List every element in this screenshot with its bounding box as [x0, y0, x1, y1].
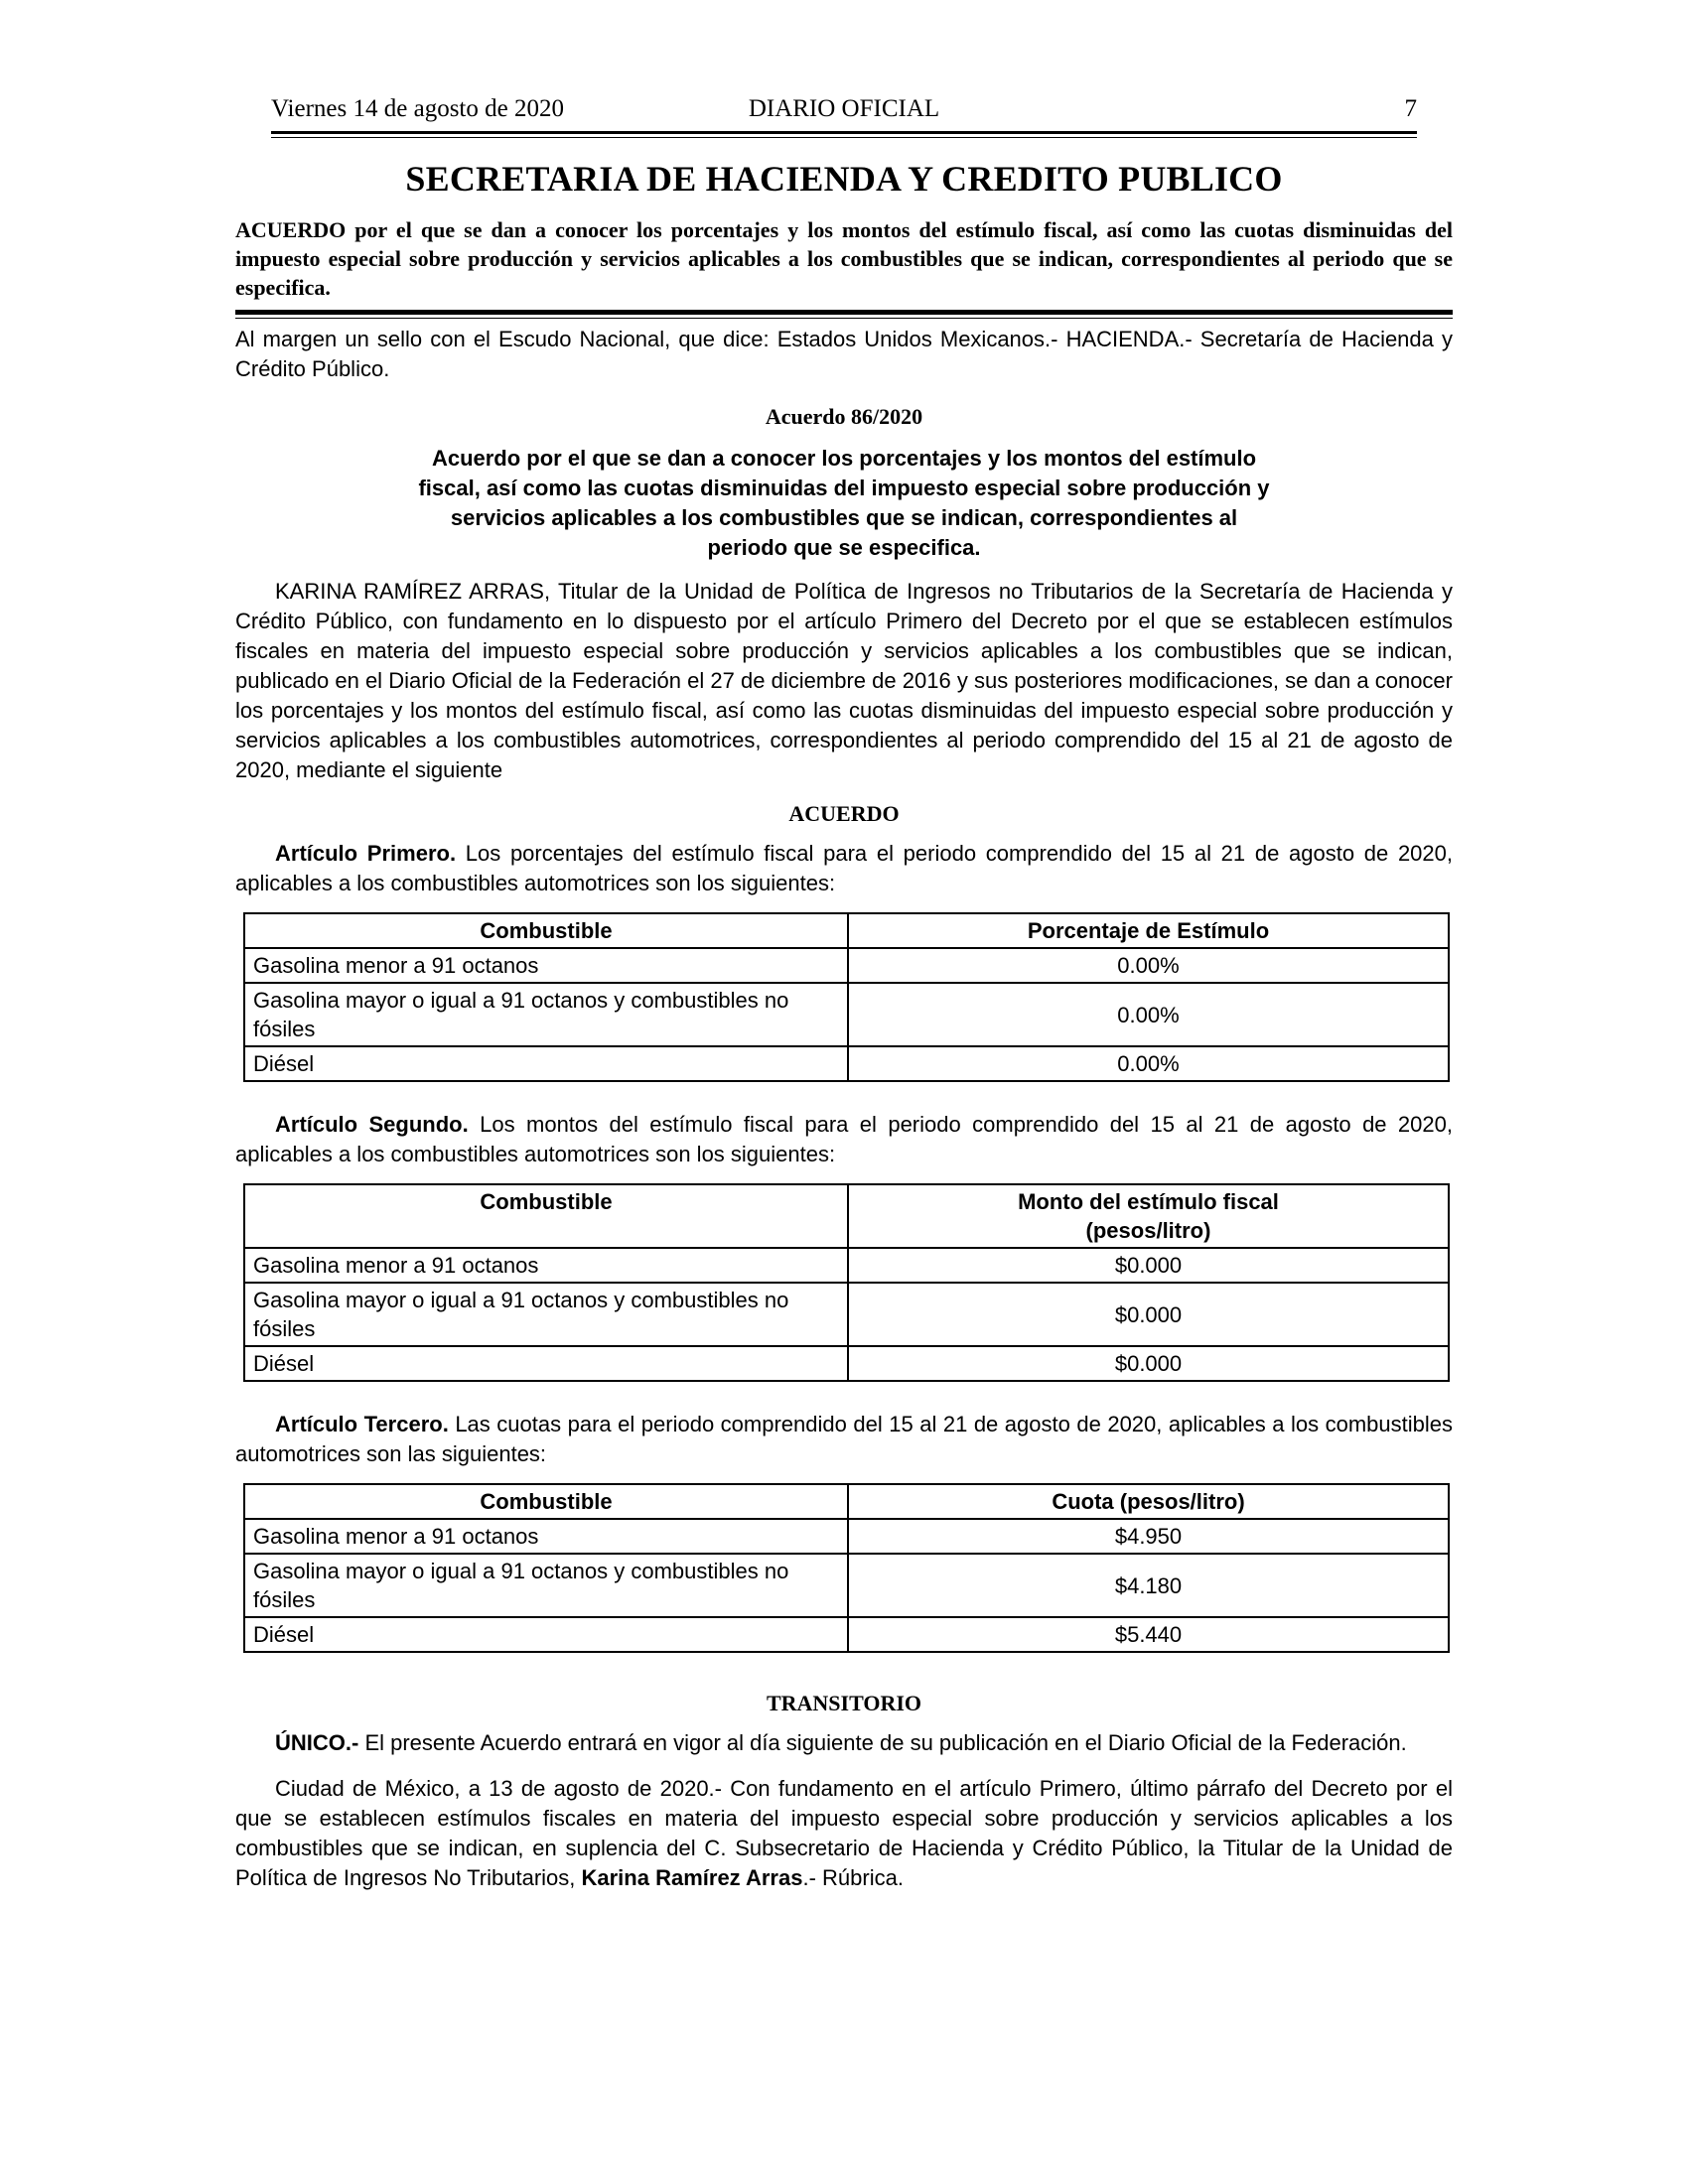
value-cell: $0.000 — [848, 1283, 1449, 1346]
articulo-primero-paragraph — [235, 839, 1453, 898]
articulo-segundo-text: Los montos del estímulo fiscal para el periodo comprendido del 15 al 21 de agosto de 2020, aplicables a los combustibles automotrices son los siguientes: — [235, 1112, 1453, 1166]
table-header-row — [244, 913, 1449, 948]
value-cell: $5.440 — [848, 1617, 1449, 1652]
closing-suffix: .- Rúbrica. — [802, 1865, 904, 1890]
column-header: Combustible — [244, 1184, 848, 1248]
value-cell: 0.00% — [848, 1046, 1449, 1081]
articulo-segundo-label: Artículo Segundo. — [275, 1112, 469, 1137]
fuel-cell: Gasolina mayor o igual a 91 octanos y combustibles no fósiles — [244, 983, 848, 1046]
header-publication: DIARIO OFICIAL — [748, 95, 940, 122]
document-page — [235, 91, 1453, 1893]
column-header: Combustible — [244, 1484, 848, 1519]
articulo-primero-label: Artículo Primero. — [275, 841, 457, 866]
fuel-cell: Diésel — [244, 1346, 848, 1381]
acuerdo-title: Acuerdo por el que se dan a conocer los porcentajes y los montos del estímulo fiscal, así como las cuotas disminuidas del impuesto especial sobre producción y servicios aplicables a los combustibles que se indican, correspondientes al periodo que se especifica. — [418, 446, 1270, 560]
table-header-row — [244, 1484, 1449, 1519]
summary-divider-thin — [235, 318, 1453, 319]
articulo-tercero-text: Las cuotas para el periodo comprendido del 15 al 21 de agosto de 2020, aplicables a los combustibles automotrices son las siguientes: — [235, 1412, 1453, 1466]
table-row — [244, 948, 1449, 983]
value-cell: 0.00% — [848, 983, 1449, 1046]
value-cell: $0.000 — [848, 1346, 1449, 1381]
header-page-number: 7 — [1404, 95, 1417, 122]
table-header-row — [244, 1184, 1449, 1248]
table-row — [244, 1617, 1449, 1652]
acuerdo-heading: ACUERDO — [788, 801, 900, 826]
fuel-cell: Diésel — [244, 1046, 848, 1081]
unico-text: El presente Acuerdo entrará en vigor al día siguiente de su publicación en el Diario Oficial de la Federación. — [358, 1730, 1407, 1755]
decree-summary: ACUERDO por el que se dan a conocer los porcentajes y los montos del estímulo fiscal, así como las cuotas disminuidas del impuesto especial sobre producción y servicios aplicables a los combustibles que se indican, correspondientes al periodo que se especifica. — [235, 217, 1453, 300]
unico-paragraph — [235, 1728, 1453, 1758]
signer-name: Karina Ramírez Arras — [581, 1865, 803, 1890]
transitorio-heading: TRANSITORIO — [766, 1691, 922, 1715]
column-header — [848, 1184, 1449, 1248]
table-row — [244, 1248, 1449, 1283]
column-header: Porcentaje de Estímulo — [848, 913, 1449, 948]
column-header-line: Monto del estímulo fiscal — [1018, 1189, 1279, 1214]
column-header: Combustible — [244, 913, 848, 948]
articulo-tercero-label: Artículo Tercero. — [275, 1412, 449, 1436]
value-cell: $4.180 — [848, 1554, 1449, 1617]
page-header — [271, 91, 1417, 134]
table-row — [244, 1554, 1449, 1617]
stimulus-percentage-table — [243, 912, 1450, 1082]
fuel-cell: Gasolina mayor o igual a 91 octanos y combustibles no fósiles — [244, 1554, 848, 1617]
acuerdo-number: Acuerdo 86/2020 — [765, 404, 923, 429]
closing-paragraph — [235, 1774, 1453, 1893]
margin-note: Al margen un sello con el Escudo Nacional, que dice: Estados Unidos Mexicanos.- HACIENDA.- Secretaría de Hacienda y Crédito Público. — [235, 327, 1453, 381]
column-header-unit: (pesos/litro) — [1085, 1218, 1211, 1243]
value-cell: $0.000 — [848, 1248, 1449, 1283]
fuel-cell: Diésel — [244, 1617, 848, 1652]
table-row — [244, 983, 1449, 1046]
table-row — [244, 1283, 1449, 1346]
department-title: SECRETARIA DE HACIENDA Y CREDITO PUBLICO — [405, 159, 1283, 199]
articulo-segundo-paragraph — [235, 1110, 1453, 1169]
stimulus-amount-table — [243, 1183, 1450, 1382]
fuel-cell: Gasolina menor a 91 octanos — [244, 1248, 848, 1283]
table-row — [244, 1346, 1449, 1381]
articulo-primero-text: Los porcentajes del estímulo fiscal para el periodo comprendido del 15 al 21 de agosto de 2020, aplicables a los combustibles automotrices son los siguientes: — [235, 841, 1454, 895]
header-date: Viernes 14 de agosto de 2020 — [271, 95, 564, 122]
articulo-tercero-paragraph — [235, 1410, 1453, 1469]
closing-text: Ciudad de México, a 13 de agosto de 2020.- Con fundamento en el artículo Primero, último párrafo del Decreto por el que se establecen estímulos fiscales en materia del impuesto especial sobre producción y servicios aplicables a los combustibles que se indican, en suplencia del C. Subsecretario de Hacienda y Crédito Público, la Titular de la Unidad de Política de Ingresos No Tributarios, — [235, 1776, 1453, 1890]
unico-label: ÚNICO.- — [275, 1730, 359, 1755]
column-header: Cuota (pesos/litro) — [848, 1484, 1449, 1519]
fuel-cell: Gasolina menor a 91 octanos — [244, 1519, 848, 1554]
value-cell: $4.950 — [848, 1519, 1449, 1554]
table-row — [244, 1046, 1449, 1081]
summary-divider-thick — [235, 310, 1453, 315]
value-cell: 0.00% — [848, 948, 1449, 983]
preamble-paragraph: KARINA RAMÍREZ ARRAS, Titular de la Unidad de Política de Ingresos no Tributarios de la Secretaría de Hacienda y Crédito Público, con fundamento en lo dispuesto por el artículo Primero del Decreto por el que se establecen estímulos fiscales en materia del impuesto especial sobre producción y servicios aplicables a los combustibles que se indican, publicado en el Diario Oficial de la Federación el 27 de diciembre de 2016 y sus posteriores modificaciones, se dan a conocer los porcentajes y los montos del estímulo fiscal, así como las cuotas disminuidas del impuesto especial sobre producción y servicios aplicables a los combustibles automotrices, correspondientes al periodo comprendido del 15 al 21 de agosto de 2020, mediante el siguiente — [235, 579, 1453, 782]
header-divider — [271, 137, 1417, 138]
fuel-cell: Gasolina mayor o igual a 91 octanos y combustibles no fósiles — [244, 1283, 848, 1346]
table-row — [244, 1519, 1449, 1554]
quota-table — [243, 1483, 1450, 1653]
fuel-cell: Gasolina menor a 91 octanos — [244, 948, 848, 983]
